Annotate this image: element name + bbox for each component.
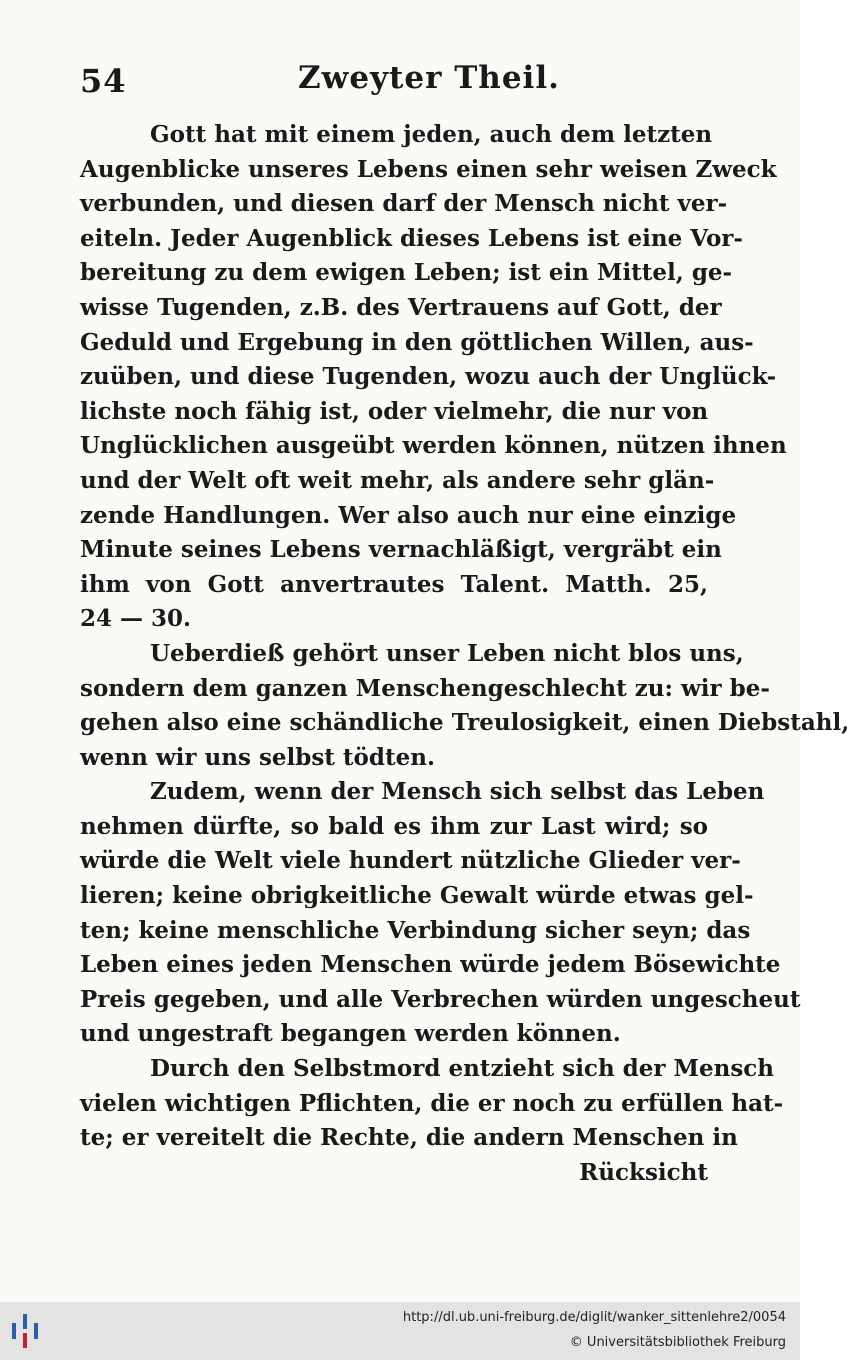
text-line: Ueberdieß gehört unser Leben nicht blos uns, xyxy=(150,639,744,667)
text-line: ten; keine menschliche Verbindung sicher seyn; das xyxy=(80,916,751,944)
text-line: Durch den Selbstmord entzieht sich der Mensch xyxy=(150,1055,774,1083)
text-line: Gott hat mit einem jeden, auch dem letzten xyxy=(150,121,713,148)
logo-bar-center-bottom xyxy=(23,1333,27,1348)
text-line: und der Welt oft weit mehr, als andere sehr glän- xyxy=(80,466,715,494)
text-line: zende Handlungen. Wer also auch nur eine einzige xyxy=(80,501,737,529)
text-line: würde die Welt viele hundert nützliche Glieder ver- xyxy=(80,847,741,875)
text-line: zuüben, und diese Tugenden, wozu auch der Unglück- xyxy=(80,363,777,391)
text-line: wisse Tugenden, z.B. des Vertrauens auf Gott, der xyxy=(80,293,722,321)
logo-bar-right xyxy=(34,1323,38,1339)
text-line: Zudem, wenn der Mensch sich selbst das Leben xyxy=(150,778,765,806)
text-line: lichste noch fähig ist, oder vielmehr, die nur von xyxy=(80,397,709,425)
text-line: nehmen dürfte, so bald es ihm zur Last wird; so xyxy=(80,812,708,840)
body-text xyxy=(80,118,849,1190)
text-line: Augenblicke unseres Lebens einen sehr weisen Zweck xyxy=(80,155,777,183)
text-line: eiteln. Jeder Augenblick dieses Lebens ist eine Vor- xyxy=(80,224,743,252)
text-line: und ungestraft begangen werden können. xyxy=(80,1020,621,1048)
text-line: te; er vereitelt die Rechte, die andern Menschen in xyxy=(80,1124,738,1152)
text-line: Minute seines Lebens vernachläßigt, vergräbt ein xyxy=(80,536,722,564)
source-url-link[interactable]: http://dl.ub.uni-freiburg.de/diglit/wanker_sittenlehre2/0054 xyxy=(402,1310,786,1325)
page-header xyxy=(80,56,720,106)
page-number: 54 xyxy=(80,62,127,100)
running-title: Zweyter Theil. xyxy=(298,60,560,96)
copyright-notice: © Universitätsbibliothek Freiburg xyxy=(569,1335,786,1350)
catchword: Rücksicht xyxy=(579,1158,708,1186)
footer-bar xyxy=(0,1302,800,1360)
library-logo-icon xyxy=(12,1314,42,1348)
text-line: Preis gegeben, und alle Verbrechen würden ungescheut xyxy=(80,985,801,1013)
logo-bar-left xyxy=(12,1323,16,1339)
text-line: gehen also eine schändliche Treulosigkeit, einen Diebstahl, xyxy=(80,709,849,737)
text-line: ihm von Gott anvertrautes Talent. Matth. 25, xyxy=(80,570,708,598)
text-line: bereitung zu dem ewigen Leben; ist ein Mittel, ge- xyxy=(80,259,733,287)
text-line: 24 — 30. xyxy=(80,605,192,633)
text-line: verbunden, und diesen darf der Mensch nicht ver- xyxy=(80,190,728,218)
text-line: lieren; keine obrigkeitliche Gewalt würde etwas gel- xyxy=(80,882,754,910)
text-line: wenn wir uns selbst tödten. xyxy=(80,743,435,771)
text-line: vielen wichtigen Pflichten, die er noch zu erfüllen hat- xyxy=(80,1089,784,1117)
text-line: sondern dem ganzen Menschengeschlecht zu: wir be- xyxy=(80,674,770,702)
text-line: Leben eines jeden Menschen würde jedem Bösewichte xyxy=(80,951,781,979)
logo-bar-center-top xyxy=(23,1314,27,1329)
text-line: Geduld und Ergebung in den göttlichen Willen, aus- xyxy=(80,328,754,356)
text-line: Unglücklichen ausgeübt werden können, nützen ihnen xyxy=(80,432,787,460)
